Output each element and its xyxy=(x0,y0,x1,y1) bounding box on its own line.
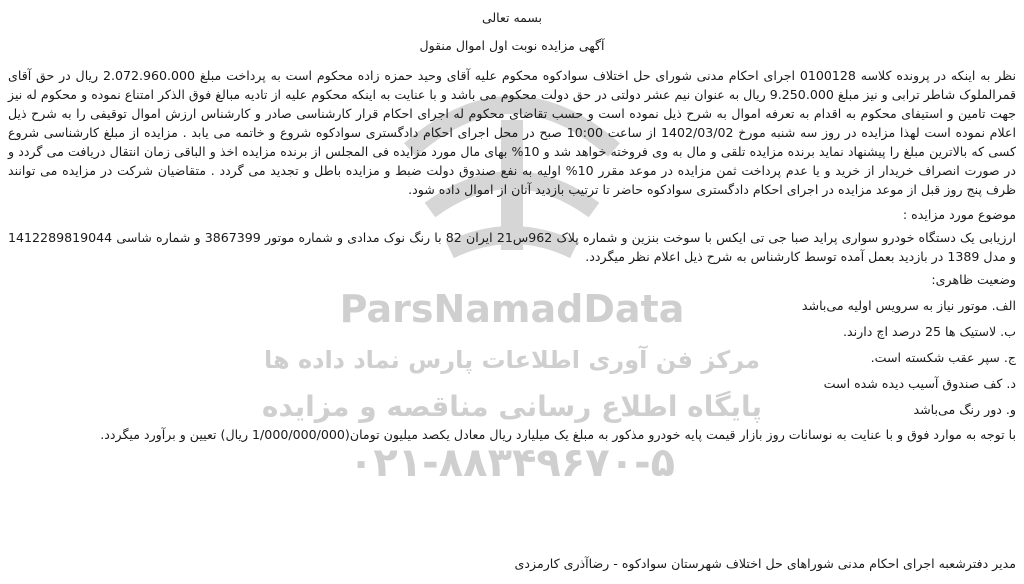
condition-label: وضعیت ظاهری: xyxy=(931,272,1016,287)
item-description: ارزیابی یک دستگاه خودرو سواری پراید صبا جی تی ایکس با سوخت بنزین و شماره پلاک 962س21 ایران 82 با رنگ نوک مدادی و شماره موتور 3867399 و شماره شاسی 1412289819044 و مدل 1389 در بازدید بعمل آمده توسط کارشناس به شرح ذیل اعلام نظر میگردد. xyxy=(8,230,1016,264)
watermark-brand: ParsNamadData xyxy=(339,287,685,331)
watermark-line2: پایگاه اطلاع رسانی مناقصه و مزایده xyxy=(261,390,763,423)
watermark-line1: مرکز فن آوری اطلاعات پارس نماد داده ها xyxy=(263,346,761,374)
condition-item-a: الف. موتور نیاز به سرویس اولیه می‌باشد xyxy=(801,298,1016,313)
condition-item-b: ب. لاستیک ها 25 درصد اچ دارند. xyxy=(843,324,1016,339)
main-paragraph: نظر به اینکه در پرونده کلاسه 0100128 اجرای احکام مدنی شورای حل اختلاف سوادکوه محکوم علیه آقای وحید حمزه زاده محکوم است به پرداخت مبلغ 2.072.960.000 ریال در حق آقای قمرالملوک شاطر ترابی و نیز مبلغ 9.250.000 ریال به عنوان نیم عشر دولتی در حق دولت محکوم می باشد و با عنایت به اینکه محکوم علیه از تادیه مبالغ فوق الذکر امتناع نموده و محکوم له نیز جهت تامین و استیفای محکوم به اقدام به تعرفه اموال به شرح ذیل نموده است و حسب تقاضای محکوم له اجرای احکام قرار کارشناسی صادر و کارشناس ارزش اموال توقیفی را به شرح ذیل اعلام نموده است لهذا مزایده در روز سه شنبه مورخ 1402/03/02 از ساعت 10:00 صبح در محل اجرای احکام دادگستری سوادکوه شروع و خاتمه می یابد . مزایده از مبلغ کارشناسی شروع کسی که بالاترین مبلغ را پیشنهاد نماید برنده مزایده تلقی و مال به وی فروخته خواهد شد و 10% بهای مال مورد مزایده فی المجلس از برنده مزایده اخذ و الباقی زمان انتقال دریافت می گردد و در صورت انصراف خریدار از خرید و یا عدم پرداخت ثمن مزایده در موعد مقرر 10% اولیه به نفع صندوق دولت ضبط و مزایده باطل و تجدید می گردد . متقاضیان شرکت در مزایده می توانند ظرف پنج روز قبل از موعد مزایده در اجرای احکام دادگستری سوادکوه حاضر تا ترتیب بازدید آنان از اموال داده شود. xyxy=(8,68,1017,197)
notice-content xyxy=(8,6,1016,444)
notice-title: آگهی مزایده نوبت اول اموال منقول xyxy=(419,38,605,53)
basmala-heading: بسمه تعالی xyxy=(481,10,543,25)
condition-item-d: د. کف صندوق آسیب دیده شده است xyxy=(823,376,1016,391)
subject-label: موضوع مورد مزایده : xyxy=(902,207,1016,222)
condition-item-e: و. دور رنگ می‌باشد xyxy=(913,402,1016,417)
final-paragraph: با توجه به موارد فوق و با عنایت به نوسانات روز بازار قیمت پایه خودرو مذکور به مبلغ یک میلیارد ریال معادل یکصد میلیون تومان(1/000/000/000 ریال) تعیین و برآورد میگردد. xyxy=(100,427,1016,442)
condition-item-c: ج. سپر عقب شکسته است. xyxy=(870,350,1016,365)
signature-line: مدیر دفترشعبه اجرای احکام مدنی شوراهای حل اختلاف شهرستان سوادکوه - رضاآذری کارمزدی xyxy=(514,556,1016,571)
watermark-phone: ۰۲۱-۸۸۳۴۹۶۷۰-۵ xyxy=(348,440,676,486)
